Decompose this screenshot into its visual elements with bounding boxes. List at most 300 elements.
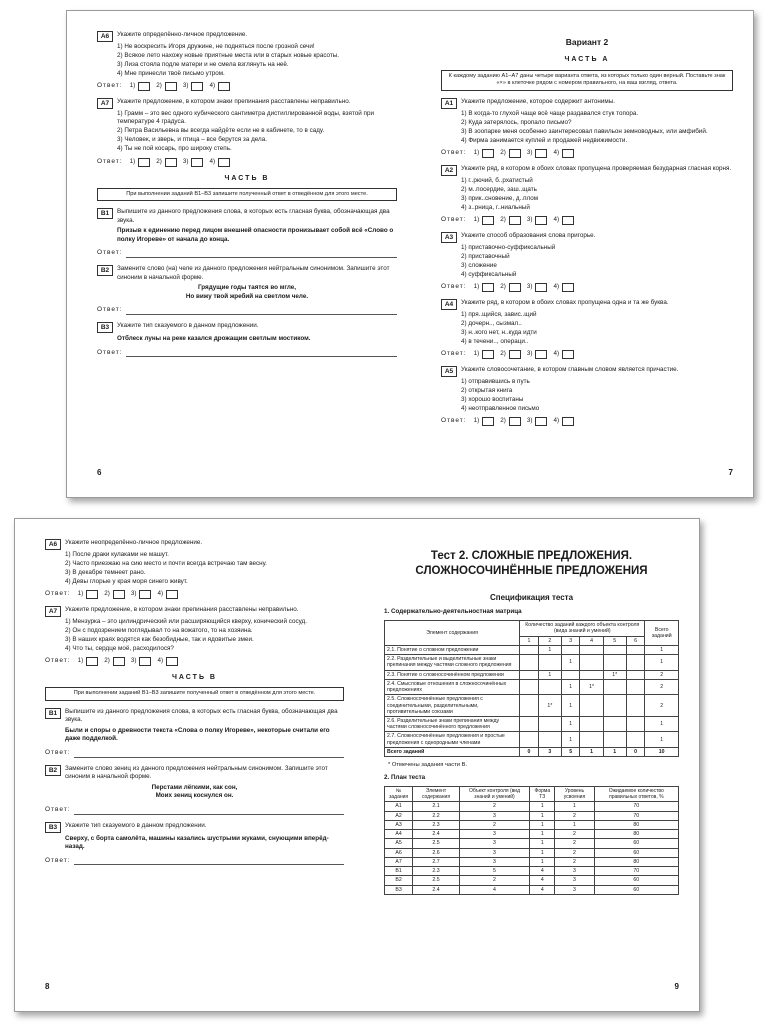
page-6 <box>67 11 411 497</box>
matrix-value-cell <box>580 670 603 679</box>
page-9 <box>358 519 701 1011</box>
matrix-header-element: Элемент содержания <box>385 621 520 646</box>
table-row <box>385 830 679 839</box>
answer-option-number: 2) <box>500 283 506 291</box>
task-а3 <box>441 232 733 292</box>
task-option: 1) Не воскресить Игоря дружине, не подняться после грозной сечи! <box>117 42 315 50</box>
task-option: 4) з..рница, г..ниальный <box>461 203 530 211</box>
plan-cell: 80 <box>594 820 678 829</box>
task-code: А2 <box>441 165 457 176</box>
answer-row <box>441 216 733 225</box>
matrix-value-cell <box>603 645 626 654</box>
matrix-col-number: 2 <box>538 636 561 645</box>
matrix-header-total: Всего заданий <box>645 621 679 646</box>
answer-checkbox[interactable] <box>535 350 547 359</box>
task-option: 1) Мензурка – это цилиндрический или расширяющийся кверху, конический сосуд. <box>65 617 307 625</box>
answer-row <box>441 417 733 426</box>
answer-checkbox[interactable] <box>139 590 151 599</box>
task-option: 3) прик..сновение, д..плом <box>461 194 539 202</box>
plan-cell: 3 <box>459 857 529 866</box>
answer-checkbox[interactable] <box>113 590 125 599</box>
task-text: Укажите предложение, в котором знаки препинания расставлены неправильно. <box>65 606 299 613</box>
plan-cell: 2 <box>555 830 594 839</box>
plan-cell: А6 <box>385 848 413 857</box>
answer-row <box>45 657 344 666</box>
answer-option-number: 1) <box>473 283 480 291</box>
sample-line: Призыв к единению перед лицом внешней опасности пронизывает собой всё «Слово о полку Игореве» от начала до конца. <box>117 227 394 243</box>
answer-option-number: 4) <box>209 157 216 165</box>
plan-cell: 4 <box>530 876 555 885</box>
sample-line: Перстами лёгкими, как сон, <box>151 783 238 791</box>
sample-line: Отблеск луны на реке казался дрожащим светлым мостиком. <box>117 335 311 343</box>
task-question <box>45 765 344 782</box>
task-code: А5 <box>441 366 457 377</box>
plan-cell: 1 <box>530 802 555 811</box>
answer-row <box>441 350 733 359</box>
matrix-value-cell: 0 <box>626 747 645 756</box>
task-option: 3) Лизa стояла подле матери и не смела взглянуть на неё. <box>117 60 289 68</box>
matrix-value-cell: 1* <box>603 670 626 679</box>
answer-checkbox[interactable] <box>482 216 494 225</box>
matrix-element-cell: 2.7. Сложносочинённые предложения и простые предложения с однородными членами <box>385 732 520 747</box>
answer-label: Ответ: <box>97 306 123 314</box>
matrix-value-cell <box>603 695 626 717</box>
answer-line-field[interactable] <box>126 251 397 258</box>
task-question <box>441 232 733 243</box>
matrix-value-cell: 1 <box>538 670 561 679</box>
answer-checkbox[interactable] <box>482 283 494 292</box>
plan-cell: А1 <box>385 802 413 811</box>
task-option: 4) Фирма занимается куплей и продажей недвижимости. <box>461 136 628 144</box>
task-а2 <box>441 165 733 225</box>
answer-line-row <box>97 306 397 315</box>
table-row-total <box>385 747 679 756</box>
matrix-value-cell <box>520 716 538 731</box>
plan-cell: 3 <box>459 830 529 839</box>
task-text: Укажите тип сказуемого в данном предложении. <box>65 821 207 829</box>
matrix-value-cell: 1 <box>603 747 626 756</box>
answer-label: Ответ: <box>97 249 123 257</box>
task-option: 3) В наших краях водятся как безобидные, так и ядовитые змеи. <box>65 635 254 643</box>
plan-cell: 2 <box>555 848 594 857</box>
answer-checkbox[interactable] <box>509 216 521 225</box>
page-7 <box>411 11 755 497</box>
answer-option-number: 2) <box>104 657 110 665</box>
matrix-element-cell: 2.2. Разделительные и выделительные знаки препинания между частями сложного предложения <box>385 655 520 670</box>
answer-row <box>97 82 397 91</box>
answer-label: Ответ: <box>97 157 123 165</box>
plan-cell: 1 <box>530 820 555 829</box>
answer-checkbox[interactable] <box>138 158 150 167</box>
matrix-value-cell <box>520 655 538 670</box>
plan-cell: В1 <box>385 867 413 876</box>
answer-line-field[interactable] <box>74 751 344 758</box>
answer-option-number: 1) <box>129 157 136 165</box>
answer-line-row <box>45 749 344 758</box>
table-row <box>385 867 679 876</box>
answer-label: Ответ: <box>45 805 71 813</box>
answer-option-number: 1) <box>77 590 84 598</box>
matrix-value-cell: 1* <box>580 679 603 694</box>
table-row <box>385 732 679 747</box>
matrix-value-cell <box>603 732 626 747</box>
plan-cell: 1 <box>555 802 594 811</box>
matrix-total-cell: 10 <box>645 747 679 756</box>
answer-checkbox[interactable] <box>138 82 150 91</box>
answer-checkbox[interactable] <box>482 417 494 426</box>
page-number: 8 <box>45 982 50 992</box>
answer-option-number: 3) <box>526 350 533 358</box>
task-text: Замените слово (на) челе из данного предложения нейтральным синонимом. Запишите этот синоним в начальной форме. <box>117 265 390 281</box>
answer-checkbox[interactable] <box>191 82 203 91</box>
task-options <box>441 244 733 280</box>
task-options <box>441 110 733 146</box>
matrix-value-cell <box>520 679 538 694</box>
answer-checkbox[interactable] <box>535 283 547 292</box>
task-option: 2) Часто приезжаю на сию местo и почти всегда встречаю там весну. <box>65 559 267 567</box>
task-sample-text <box>45 784 344 801</box>
plan-cell: 1 <box>530 811 555 820</box>
plan-cell: 2 <box>555 857 594 866</box>
task-sample-text <box>45 727 344 744</box>
task-option: 1) отправившись в путь <box>461 377 530 385</box>
plan-cell: А4 <box>385 830 413 839</box>
answer-checkbox[interactable] <box>562 283 574 292</box>
task-в3 <box>97 322 397 357</box>
answer-option-number: 4) <box>553 216 560 224</box>
spec-title: Спецификация теста <box>489 592 574 602</box>
plan-cell: 2.2 <box>413 811 460 820</box>
matrix-title: 1. Содержательно-деятельностная матрица <box>384 607 522 615</box>
task-code: А1 <box>441 98 457 109</box>
answer-row <box>97 158 397 167</box>
answer-line-field[interactable] <box>126 350 397 357</box>
matrix-value-cell <box>626 716 645 731</box>
task-text: Укажите тип сказуемого в данном предложении. <box>117 322 259 330</box>
task-question <box>441 366 733 377</box>
task-text: Укажите способ образования слова пригорье. <box>461 232 596 239</box>
answer-checkbox[interactable] <box>166 590 178 599</box>
answer-checkbox[interactable] <box>166 657 178 666</box>
book-spread-top <box>66 10 754 498</box>
plan-cell: 2.4 <box>413 885 460 894</box>
plan-header-cell: № задания <box>385 787 413 802</box>
task-option: 1) После драки кулаками не машут. <box>65 550 169 558</box>
plan-cell: 1 <box>530 839 555 848</box>
task-option: 2) приставочный <box>461 252 510 260</box>
answer-label: Ответ: <box>441 350 467 358</box>
answer-option-number: 4) <box>553 417 560 425</box>
part-b-title: ЧАСТЬ В <box>172 674 217 681</box>
task-option: 1) приставочно-суффиксальный <box>461 243 556 251</box>
task-option: 1) пря..щийся, завис..щий <box>461 310 537 318</box>
plan-cell: 3 <box>459 848 529 857</box>
part-b-title: ЧАСТЬ В <box>224 174 270 182</box>
page-number: 9 <box>674 982 679 992</box>
answer-checkbox[interactable] <box>86 590 98 599</box>
matrix-value-cell <box>580 716 603 731</box>
plan-cell: 60 <box>594 876 678 885</box>
task-а4 <box>441 299 733 359</box>
matrix-value-cell <box>538 732 561 747</box>
answer-label: Ответ: <box>441 283 467 291</box>
plan-header-cell: Уровень усвоения <box>555 787 594 802</box>
answer-option-number: 2) <box>156 157 162 165</box>
task-option: 1) В когда-то глухой чаще всё чаще раздавался стук топора. <box>461 109 639 117</box>
task-option: 2) Он с подозрением поглядывал то на вожатого, то на хозяина. <box>65 626 253 634</box>
matrix-element-cell: 2.5. Сложносочинённые предложения с соединительными, разделительными, противительными союзами <box>385 695 520 717</box>
matrix-value-cell: 1 <box>538 645 561 654</box>
part-a-title: ЧАСТЬ А <box>564 56 610 64</box>
answer-checkbox[interactable] <box>191 158 203 167</box>
answer-label: Ответ: <box>97 348 123 356</box>
matrix-header-count: Количество заданий каждого объекта контроля (вида знаний и умений) <box>520 621 645 636</box>
plan-cell: А3 <box>385 820 413 829</box>
answer-option-number: 3) <box>526 149 533 157</box>
answer-checkbox[interactable] <box>562 149 574 158</box>
task-option: 3) В декабре темнеет рано. <box>65 568 146 576</box>
matrix-value-cell <box>520 695 538 717</box>
plan-cell: 2 <box>555 811 594 820</box>
answer-checkbox[interactable] <box>482 350 494 359</box>
plan-header-cell: Ожидаемое количество правильных ответов, % <box>594 787 678 802</box>
plan-header-cell: Элемент содержания <box>413 787 460 802</box>
task-text: Укажите предложение, в котором знаки препинания расставлены неправильно. <box>117 98 351 105</box>
plan-cell: 2.3 <box>413 820 460 829</box>
task-option: 2) Петра Васильевна вы всегда найдёте если не в кабинете, то в саду. <box>117 127 325 134</box>
sample-line: Сверху, с борта самолёта, машины казались шустрыми жуками, снующими вперёд-назад. <box>65 834 329 851</box>
plan-title: 2. План теста <box>384 773 426 781</box>
task-question <box>45 606 344 617</box>
matrix-value-cell: 1 <box>561 695 579 717</box>
variant-title: Вариант 2 <box>565 37 609 47</box>
matrix-value-cell <box>603 716 626 731</box>
plan-cell: 70 <box>594 811 678 820</box>
task-options <box>441 177 733 213</box>
answer-checkbox[interactable] <box>139 657 151 666</box>
plan-header-cell: Форма ТЗ <box>530 787 555 802</box>
content-matrix-table <box>384 620 679 757</box>
answer-checkbox[interactable] <box>535 216 547 225</box>
page-number: 7 <box>728 468 733 478</box>
task-в3 <box>45 822 344 866</box>
plan-cell: 2 <box>459 820 529 829</box>
answer-line-field[interactable] <box>74 858 344 865</box>
part-b-instruction: При выполнении заданий В1–В3 запишите полученный ответ в отведённом для этого месте. <box>45 687 344 701</box>
test-title-line: СЛОЖНОСОЧИНЁННЫЕ ПРЕДЛОЖЕНИЯ <box>415 564 648 577</box>
plan-cell: А5 <box>385 839 413 848</box>
answer-option-number: 1) <box>77 657 84 665</box>
task-code: А4 <box>441 299 457 310</box>
answer-checkbox[interactable] <box>218 158 230 167</box>
answer-checkbox[interactable] <box>562 417 574 426</box>
matrix-col-number: 5 <box>603 636 626 645</box>
table-row <box>385 857 679 866</box>
plan-cell: 3 <box>555 876 594 885</box>
task-option: 3) Человек, и зверь, и птица – все берутся за дела. <box>117 136 267 143</box>
task-question <box>45 539 344 550</box>
answer-checkbox[interactable] <box>509 283 521 292</box>
answer-option-number: 4) <box>553 149 560 157</box>
task-question <box>97 265 397 282</box>
task-code: В3 <box>45 822 61 833</box>
plan-cell: А7 <box>385 857 413 866</box>
plan-cell: 3 <box>555 867 594 876</box>
test-title-line: Тест 2. СЛОЖНЫЕ ПРЕДЛОЖЕНИЯ. <box>430 550 633 562</box>
task-option: 3) хорошо воспитаны <box>461 395 524 403</box>
matrix-element-cell: 2.3. Понятие о сложносочинённом предложении <box>385 670 520 679</box>
answer-row <box>45 590 344 599</box>
answer-line-field[interactable] <box>126 308 397 315</box>
matrix-value-cell: 1 <box>561 716 579 731</box>
plan-cell: 3 <box>459 811 529 820</box>
answer-option-number: 4) <box>553 283 560 291</box>
answer-option-number: 3) <box>526 417 533 425</box>
answer-option-number: 2) <box>104 590 110 598</box>
matrix-total-cell: 2 <box>645 670 679 679</box>
plan-cell: В3 <box>385 885 413 894</box>
answer-row <box>441 283 733 292</box>
plan-cell: 2.6 <box>413 848 460 857</box>
answer-option-number: 3) <box>526 283 533 291</box>
matrix-value-cell <box>603 655 626 670</box>
answer-option-number: 3) <box>526 216 533 224</box>
table-row <box>385 802 679 811</box>
task-text: Замените слово зениц из данного предложения нейтральным синонимом. Запишите этот синоним в начальной форме. <box>65 764 328 781</box>
answer-checkbox[interactable] <box>535 149 547 158</box>
matrix-value-cell <box>580 655 603 670</box>
plan-cell: 2.5 <box>413 839 460 848</box>
task-option: 4) неотправленное письмо <box>461 404 540 412</box>
task-text: Укажите ряд, в котором в обоих словах пропущена одна и та же буква. <box>461 299 669 306</box>
table-row <box>385 670 679 679</box>
task-code: А7 <box>45 606 61 617</box>
task-а1 <box>441 98 733 158</box>
plan-cell: 1 <box>530 857 555 866</box>
answer-option-number: 2) <box>500 350 506 358</box>
task-options <box>97 110 397 154</box>
matrix-value-cell <box>538 655 561 670</box>
answer-option-number: 2) <box>500 417 506 425</box>
task-sample-text <box>97 284 397 301</box>
task-code: В1 <box>97 208 113 219</box>
matrix-value-cell <box>580 732 603 747</box>
matrix-col-number: 3 <box>561 636 579 645</box>
answer-option-number: 3) <box>130 657 137 665</box>
answer-line-row <box>97 249 397 258</box>
matrix-value-cell <box>580 645 603 654</box>
answer-checkbox[interactable] <box>509 149 521 158</box>
plan-cell: 80 <box>594 857 678 866</box>
answer-checkbox[interactable] <box>218 82 230 91</box>
matrix-value-cell <box>580 695 603 717</box>
matrix-total-cell: 1 <box>645 716 679 731</box>
matrix-col-number: 4 <box>580 636 603 645</box>
task-option: 1) г..рючий, б..рхатистый <box>461 176 533 184</box>
answer-checkbox[interactable] <box>509 350 521 359</box>
answer-checkbox[interactable] <box>535 417 547 426</box>
sample-line: Были и споры о древности текста «Слова о полку Игореве», некоторые считали его даже подделкой. <box>65 726 330 743</box>
task-option: 4) Ты не пой косарь, про широку степь. <box>117 145 232 152</box>
plan-cell: 3 <box>459 839 529 848</box>
plan-cell: В2 <box>385 876 413 885</box>
matrix-value-cell: 5 <box>561 747 579 756</box>
task-option: 2) Куда затерялось, пропало письмо? <box>461 118 572 126</box>
matrix-value-cell <box>520 645 538 654</box>
answer-line-field[interactable] <box>74 808 344 815</box>
answer-label: Ответ: <box>441 149 467 157</box>
task-option: 2) открытая книга <box>461 386 513 394</box>
answer-option-number: 4) <box>157 657 164 665</box>
task-sample-text <box>97 335 397 344</box>
plan-cell: 4 <box>530 867 555 876</box>
matrix-value-cell <box>626 732 645 747</box>
page-number: 6 <box>97 468 102 478</box>
task-option: 3) В зоопарке меня особенно заинтересовал павильон земноводных, или амфибий. <box>461 127 708 135</box>
task-options <box>45 618 344 654</box>
plan-cell: 2.5 <box>413 876 460 885</box>
plan-cell: 60 <box>594 848 678 857</box>
plan-cell: 2.7 <box>413 857 460 866</box>
answer-option-number: 4) <box>553 350 560 358</box>
answer-checkbox[interactable] <box>113 657 125 666</box>
plan-cell: А2 <box>385 811 413 820</box>
matrix-total-cell: 2 <box>645 679 679 694</box>
matrix-total-cell: 1 <box>645 732 679 747</box>
task-option: 1) Грамм – это вес одного кубического сантиметра дистиллированной воды, взятой при температуре 4 градуса. <box>117 109 374 125</box>
task-а7 <box>97 98 397 167</box>
plan-cell: 2 <box>555 839 594 848</box>
task-question <box>45 708 344 725</box>
task-option: 4) Мне принесли твоё письмо утром. <box>117 69 225 77</box>
task-option: 4) Что ты, сердце моё, расходилося? <box>65 644 174 652</box>
matrix-value-cell <box>561 645 579 654</box>
answer-label: Ответ: <box>441 216 467 224</box>
answer-option-number: 2) <box>500 216 506 224</box>
task-в1 <box>97 208 397 258</box>
plan-cell: 5 <box>459 867 529 876</box>
task-option: 3) сложение <box>461 261 497 269</box>
matrix-element-cell: 2.1. Понятие о сложном предложении <box>385 645 520 654</box>
task-sample-text <box>45 835 344 852</box>
answer-checkbox[interactable] <box>562 216 574 225</box>
task-question <box>97 322 397 333</box>
plan-cell: 4 <box>530 885 555 894</box>
plan-cell: 60 <box>594 885 678 894</box>
plan-cell: 1 <box>555 820 594 829</box>
answer-checkbox[interactable] <box>86 657 98 666</box>
sample-line: Но вижу твой жребий на светлом челе. <box>185 292 309 300</box>
matrix-value-cell <box>626 695 645 717</box>
answer-checkbox[interactable] <box>165 82 177 91</box>
answer-checkbox[interactable] <box>165 158 177 167</box>
matrix-element-cell: 2.4. Смысловые отношения в сложносочинённых предложениях <box>385 679 520 694</box>
task-text: Выпишите из данного предложения слова, в которых есть гласная буква, обозначающая два звука. <box>117 208 390 224</box>
matrix-value-cell: 1 <box>561 679 579 694</box>
task-text: Укажите определённо-личное предложение. <box>117 31 248 38</box>
task-question <box>97 208 397 225</box>
table-row <box>385 820 679 829</box>
answer-checkbox[interactable] <box>482 149 494 158</box>
task-question <box>441 98 733 109</box>
task-text: Укажите ряд, в котором в обоих словах пропущена проверяемая безударная гласная корня. <box>461 165 732 172</box>
answer-checkbox[interactable] <box>509 417 521 426</box>
answer-option-number: 1) <box>473 350 480 358</box>
table-row <box>385 885 679 894</box>
task-code: В2 <box>97 265 113 276</box>
answer-checkbox[interactable] <box>562 350 574 359</box>
plan-cell: 2.1 <box>413 802 460 811</box>
